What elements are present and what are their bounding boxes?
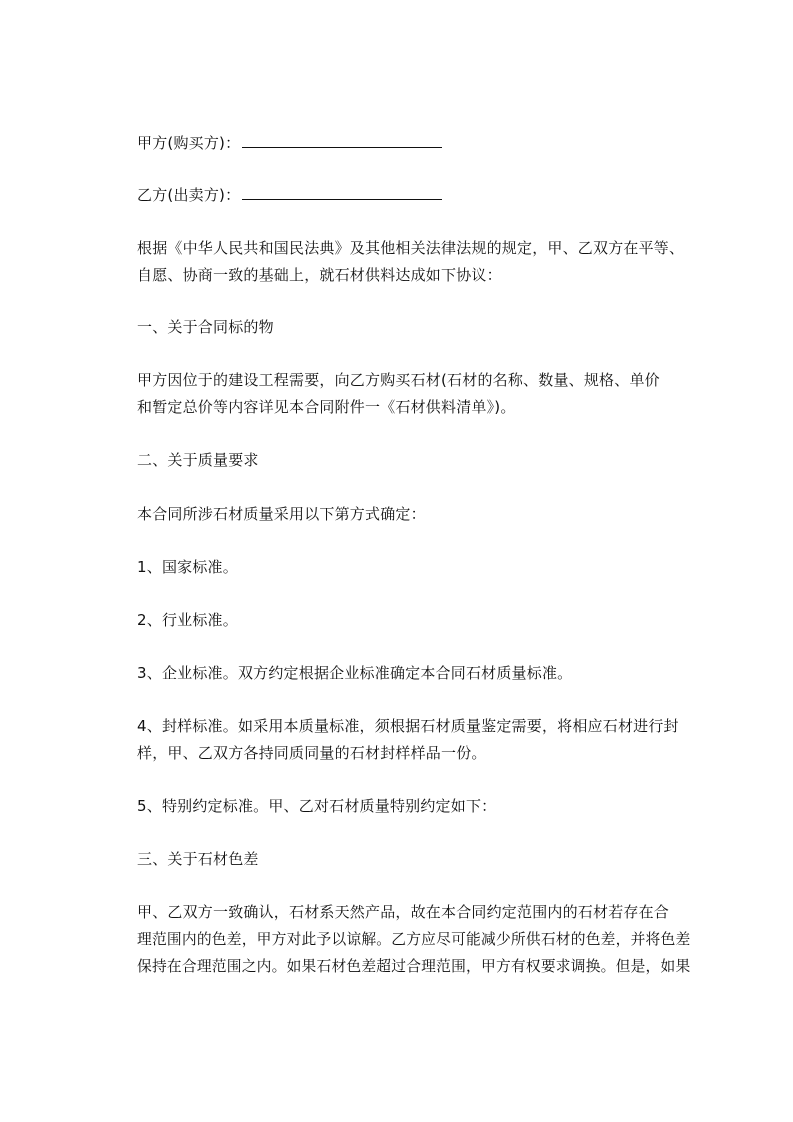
section2-intro: 本合同所涉石材质量采用以下第方式确定：	[137, 505, 426, 523]
section3-line-1: 甲、乙双方一致确认，石材系天然产品，故在本合同约定范围内的石材若存在合	[137, 903, 670, 921]
intro-line-2: 自愿、协商一致的基础上，就石材供料达成如下协议：	[137, 266, 502, 284]
party-b-label: 乙方(出卖方)：	[137, 186, 241, 204]
item-2: 2、行业标准。	[137, 611, 238, 629]
section1-line-1: 甲方因位于的建设工程需要，向乙方购买石材(石材的名称、数量、规格、单价	[137, 371, 660, 389]
section1-line-2: 和暂定总价等内容详见本合同附件一《石材供料清单》)。	[137, 398, 516, 416]
item-4-line-2: 样，甲、乙双方各持同质同量的石材封样样品一份。	[137, 744, 487, 762]
party-b-blank	[242, 187, 442, 200]
item-3: 3、企业标准。双方约定根据企业标准确定本合同石材质量标准。	[137, 664, 573, 682]
intro-line-1: 根据《中华人民共和国民法典》及其他相关法律法规的规定，甲、乙双方在平等、	[137, 239, 685, 257]
party-a-label: 甲方(购买方)：	[137, 134, 241, 152]
section1-title: 一、关于合同标的物	[137, 318, 274, 336]
party-a-line	[137, 133, 442, 153]
item-4-line-1: 4、封样标准。如采用本质量标准，须根据石材质量鉴定需要，将相应石材进行封	[137, 717, 679, 735]
section3-line-3: 保持在合理范围之内。如果石材色差超过合理范围，甲方有权要求调换。但是，如果	[137, 957, 691, 975]
party-b-line	[137, 185, 442, 205]
section2-title: 二、关于质量要求	[137, 451, 259, 469]
section3-line-2: 理范围内的色差，甲方对此予以谅解。乙方应尽可能减少所供石材的色差，并将色差	[137, 930, 691, 948]
party-a-blank	[242, 135, 442, 148]
item-1: 1、国家标准。	[137, 558, 238, 576]
section3-title: 三、关于石材色差	[137, 850, 259, 868]
item-5: 5、特别约定标准。甲、乙对石材质量特别约定如下：	[137, 797, 497, 815]
